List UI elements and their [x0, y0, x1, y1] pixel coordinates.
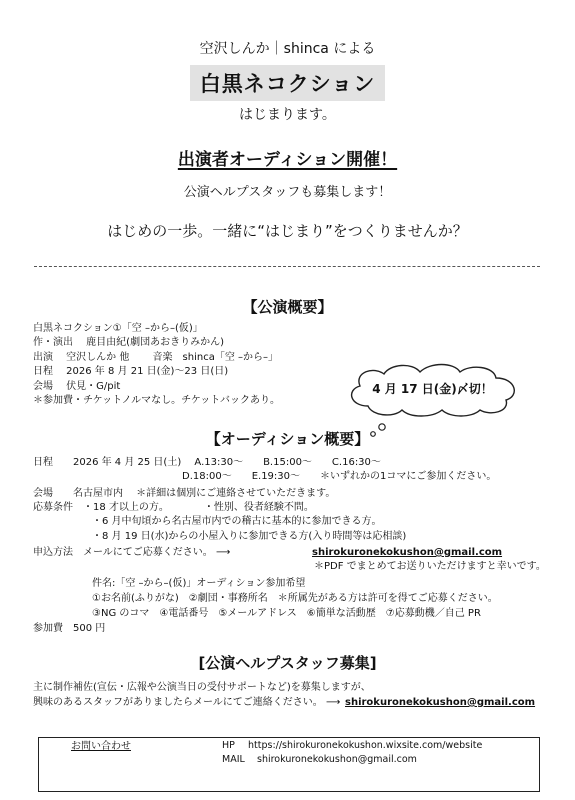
audition-line: ③NG のコマ ④電話番号 ⑤メールアドレス ⑥簡単な活動歴 ⑦応募動機／自己 PR [92, 608, 481, 619]
contact-label: お問い合わせ [71, 741, 131, 752]
deadline-text: 4 月 17 日(金)〆切！ [372, 382, 493, 396]
staff-email-link[interactable]: shirokuronekokushon@gmail.com [345, 697, 536, 708]
audition-line: ・8 月 19 日(水)からの小屋入りに参加できる方(入り時間等は応相談) [92, 531, 407, 542]
overview-line: 日程 2026 年 8 月 21 日(金)〜23 日(日) [33, 366, 229, 377]
overview-line: 会場 伏見・G/pit [33, 381, 121, 392]
audition-line: 参加費 500 円 [33, 623, 106, 634]
staff-line: 興味のあるスタッフがありましたらメールにてご連絡ください。 ⟶ [33, 697, 341, 708]
mail-label: MAIL [222, 754, 245, 765]
overview-line: 出演 空沢しんか 他 音楽 shinca「空 –から–」 [33, 352, 279, 363]
divider [34, 266, 540, 267]
apply-email-link[interactable]: shirokuronekokushon@gmail.com [312, 547, 503, 558]
staff-line: 主に制作補佐(宣伝・広報や公演当日の受付サポートなど)を募集しますが、 [33, 682, 371, 693]
overview-line: 作・演出 鹿目由紀(劇団あおきりみかん) [33, 337, 224, 348]
overview-heading: 【公演概要】 [242, 298, 333, 316]
audition-line: ＊PDF でまとめてお送りいただけますと幸いです。 [314, 561, 546, 572]
audition-line: 申込方法 メールにてご応募ください。 ⟶ [33, 547, 231, 558]
staff-heading: [公演ヘルプスタッフ募集] [198, 654, 377, 672]
overview-line: ＊参加費・チケットノルマなし。チケットバックあり。 [33, 395, 280, 406]
audition-line: 件名:「空 –から–(仮)」オーディション参加希望 [92, 578, 306, 589]
audition-line: 日程 2026 年 4 月 25 日(土) A.13:30〜 B.15:00〜 C.16:30〜 [33, 457, 381, 468]
audition-line: ①お名前(ふりがな) ②劇団・事務所名 ＊所属先がある方は許可を得てご応募ください。 [92, 593, 498, 604]
page-title: 白黒ネコクション [190, 65, 386, 101]
audition-line: ・6 月中旬頃から名古屋市内での稽古に基本的に参加できる方。 [92, 516, 382, 527]
hp-label: HP [222, 740, 235, 751]
hp-link[interactable]: https://shirokuronekokushon.wixsite.com/website [248, 740, 483, 751]
title-wrap [0, 65, 575, 101]
staff-note: 公演ヘルプスタッフも募集します！ [183, 185, 392, 200]
audition-overview-heading: 【オーディション概要】 [205, 430, 370, 448]
mail-link[interactable]: shirokuronekokushon@gmail.com [257, 754, 417, 765]
intro-line: 空沢しんか｜shinca による [199, 41, 376, 57]
overview-line: 白黒ネコクション①「空 –から–(仮)」 [33, 323, 203, 334]
intro-sub: はじまります。 [239, 107, 336, 123]
audition-headline: 出演者オーディション開催！ [177, 150, 398, 170]
audition-line: D.18:00〜 E.19:30〜 ＊いずれかの1コマにご参加ください。 [182, 471, 497, 482]
catch-copy: はじめの一歩。一緒に“はじまり”をつくりませんか？ [107, 222, 468, 240]
audition-line: 会場 名古屋市内 ＊詳細は個別にご連絡させていただきます。 [33, 488, 336, 499]
audition-line: 応募条件 ・18 才以上の方。 ・性別、役者経験不問。 [33, 502, 314, 513]
